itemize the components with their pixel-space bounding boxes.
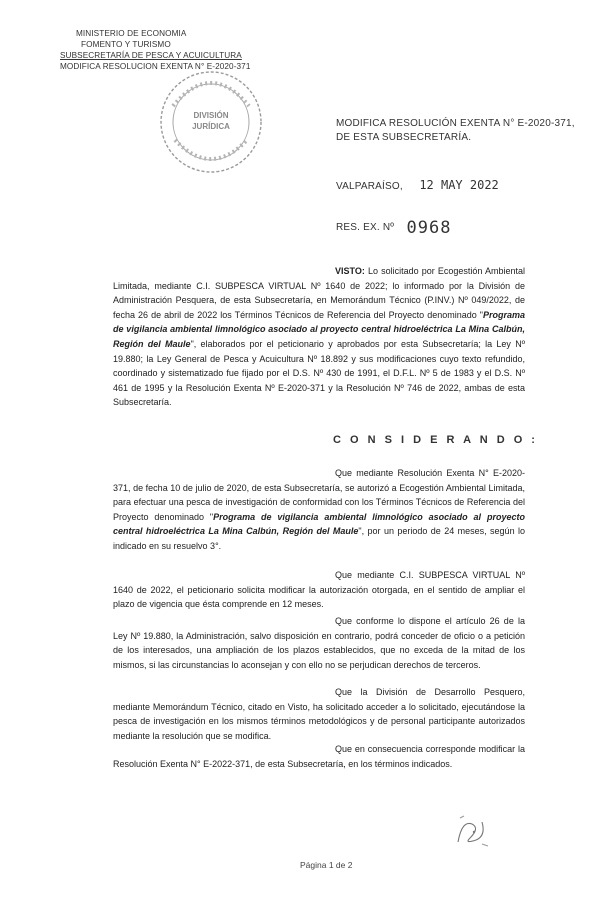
res-ex-number: 0968 xyxy=(406,218,452,238)
considerando-4: Que la División de Desarrollo Pesquero, mediante Memorándum Técnico, citado en Visto, ha solicitado acceder a lo solicitado, ejecutándose la pesca de investigación en los mismos términos metodológicos y de personal participante autorizados mediante la resolución que se modifica. xyxy=(113,687,525,741)
visto-label: VISTO: xyxy=(335,266,365,276)
place-label: VALPARAÍSO, xyxy=(336,181,403,192)
header-line-2: FOMENTO Y TURISMO xyxy=(81,40,171,49)
visto-text-1: Lo solicitado por Ecogestión Ambiental Limitada, mediante C.I. SUBPESCA VIRTUAL Nº 1640 de 2022; lo informado por la División de Administración Pesquera, de esta Subsecretaría, en Memorándum Técnico (P.INV.) Nº 049/2022, de fecha 26 de abril de 2022 los Términos Técnicos de Referencia del Proyecto denominado " xyxy=(113,266,525,320)
title-line-2: DE ESTA SUBSECRETARÍA. xyxy=(336,132,472,143)
considerando-2: Que mediante C.I. SUBPESCA VIRTUAL Nº 1640 de 2022, el peticionario solicita modificar la autorización otorgada, en el sentido de ampliar el plazo de vigencia que ésta comprende en 12 meses. xyxy=(113,570,525,610)
document-title xyxy=(336,117,575,145)
date-stamp: 12 MAY 2022 xyxy=(419,178,499,192)
resolution-number xyxy=(336,218,452,238)
considerando-3: Que conforme lo dispone el artículo 26 de la Ley Nº 19.880, la Administración, salvo disposición en contrario, podrá conceder de oficio o a petición de los interesados, una ampliación de los plazos establecidos, que no exceda de la mitad de los mismos, si las circunstancias lo aconsejan y con ello no se perjudican derechos de terceros. xyxy=(113,616,525,670)
considerando-5: Que en consecuencia corresponde modificar la Resolución Exenta N° E-2022-371, de esta Subsecretaría, en los términos indicados. xyxy=(113,744,525,769)
res-ex-label: RES. EX. Nº xyxy=(336,222,395,233)
considerando-1 xyxy=(113,466,525,554)
visto-project-name: Programa de vigilancia ambiental limnológico asociado al proyecto central hidroeléctrica La Mina Calbún, Región del Maule xyxy=(113,309,525,349)
visto-paragraph xyxy=(113,264,525,410)
considerando-1-text-b: ", por un periodo de 24 meses, según lo indicado en su resuelvo 3°. xyxy=(113,526,525,551)
visto-text-2: ", elaborados por el peticionario y aprobados por esta Subsecretaría; la Ley Nº 19.880; la Ley General de Pesca y Acuicultura Nº 18.892 y sus modificaciones cuyo texto refundido, coordinado y sistematizado fue fijado por el D.S. Nº 430 de 1991, el D.F.L. Nº 5 de 1983 y el D.S. Nº 461 de 1995 y la Resolución Exenta Nº E-2020-371 y la Resolución Nº 746 de 2022, ambas de esta Subsecretaría. xyxy=(113,338,525,408)
considerando-1-text-a: Que mediante Resolución Exenta N° E-2020-371, de fecha 10 de julio de 2020, de esta Subsecretaría, se autorizó a Ecogestión Ambiental Limitada, para efectuar una pesca de investigación de conformidad con los Términos Técnicos de Referencia del Proyecto denominado " xyxy=(113,468,525,522)
header-line-4: MODIFICA RESOLUCION EXENTA N° E-2020-371 xyxy=(60,62,251,71)
stamp-text: DIVISIÓN JURÍDICA xyxy=(192,111,230,131)
header-line-1: MINISTERIO DE ECONOMIA xyxy=(76,29,187,38)
title-line-1: MODIFICA RESOLUCIÓN EXENTA N° E-2020-371, xyxy=(336,118,575,129)
initials-signature-icon xyxy=(452,812,494,852)
considerando-1-project-name: Programa de vigilancia ambiental limnológico asociado al proyecto central hidroeléctrica La Mina Calbún, Región del Maule xyxy=(113,511,525,537)
place-date xyxy=(336,176,499,194)
division-juridica-stamp xyxy=(155,66,267,178)
header-line-3: SUBSECRETARÍA DE PESCA Y ACUICULTURA xyxy=(60,51,242,60)
page-number: Página 1 de 2 xyxy=(300,860,353,870)
considerando-heading: C O N S I D E R A N D O : xyxy=(333,434,538,446)
